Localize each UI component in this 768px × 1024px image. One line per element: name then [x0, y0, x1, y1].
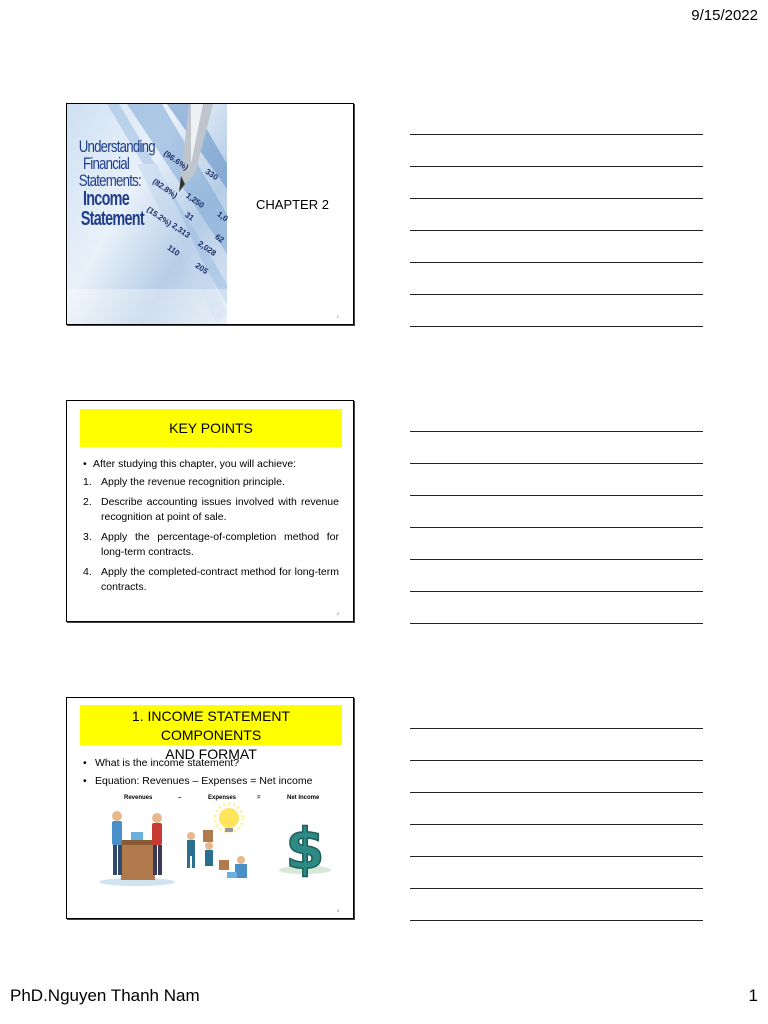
list-item-number: 2.	[83, 496, 92, 508]
note-line	[410, 728, 703, 729]
list-item	[83, 495, 339, 525]
list-item	[83, 530, 339, 560]
note-line	[410, 326, 703, 327]
list-item-text: After studying this chapter, you will achieve:	[93, 458, 297, 470]
slide-title	[80, 705, 342, 762]
note-line	[410, 294, 703, 295]
note-line	[410, 262, 703, 263]
slide-title-line: AND FORMAT	[165, 746, 257, 762]
equation-label: Net Income	[287, 795, 320, 801]
slide-3	[66, 697, 354, 919]
cover-number: 2,028	[196, 239, 218, 258]
list-item	[83, 754, 339, 772]
equation-label: –	[178, 795, 182, 801]
key-points-list	[83, 457, 339, 600]
footer-page-number: 1	[748, 986, 758, 1005]
cover-number: 330	[203, 166, 220, 183]
list-item	[83, 772, 339, 790]
slide-number: 2	[336, 611, 339, 616]
cover-title	[71, 137, 155, 230]
slide-2	[66, 400, 354, 622]
bullet-list	[83, 754, 339, 790]
cover-number: (15.2%)	[144, 204, 174, 229]
cover-number: 62	[213, 232, 226, 245]
note-line	[410, 230, 703, 231]
note-line	[410, 495, 703, 496]
note-line	[410, 166, 703, 167]
list-item	[83, 475, 339, 490]
list-item-text: What is the income statement?	[95, 757, 240, 769]
equation-label: Expenses	[208, 795, 237, 801]
list-item-number: 1.	[83, 476, 92, 488]
equation-illustration	[95, 802, 335, 890]
equation-label: Revenues	[124, 795, 153, 801]
note-line	[410, 134, 703, 135]
dollar-sign-icon	[279, 817, 331, 882]
list-item-text: Apply the completed-contract method for long-term contracts.	[101, 566, 339, 593]
cover-number: (82.8%)	[150, 176, 180, 201]
equation-label: =	[257, 795, 261, 801]
note-line	[410, 527, 703, 528]
cover-image	[67, 104, 230, 324]
cover-number: 1,0	[215, 209, 230, 224]
note-line	[410, 856, 703, 857]
note-line	[410, 824, 703, 825]
bullet-icon: •	[83, 757, 87, 769]
footer-author: PhD.Nguyen Thanh Nam	[10, 986, 200, 1005]
list-item	[83, 457, 339, 472]
cover-number: 31	[183, 210, 196, 223]
list-item-number: 4.	[83, 566, 92, 578]
note-line	[410, 920, 703, 921]
cover-number: (96.6%)	[161, 148, 191, 173]
note-line	[410, 559, 703, 560]
cover-title-line: Understanding	[78, 137, 155, 156]
slide-title-line: 1. INCOME STATEMENT COMPONENTS	[131, 708, 291, 743]
note-line	[410, 760, 703, 761]
svg-text:$: $	[285, 817, 325, 882]
list-item-text: Describe accounting issues involved with revenue recognition at point of sale.	[101, 496, 339, 523]
cover-title-line: Statements:	[78, 171, 141, 190]
cover-title-line: Financial	[82, 154, 130, 173]
cover-title-line: Income	[82, 188, 130, 210]
print-date: 9/15/2022	[691, 7, 758, 24]
list-item-number: 3.	[83, 531, 92, 543]
slide-number: 3	[336, 908, 339, 913]
cover-title-line: Statement	[80, 208, 144, 230]
note-line	[410, 431, 703, 432]
list-item-text: Apply the percentage-of-completion method for long-term contracts.	[101, 531, 339, 558]
cover-number: 110	[165, 243, 182, 258]
bullet-icon: •	[83, 458, 87, 470]
note-line	[410, 198, 703, 199]
note-line	[410, 463, 703, 464]
cover-number: 2,313	[170, 221, 192, 240]
slide-1	[66, 103, 354, 325]
note-line	[410, 591, 703, 592]
slide-number: 1	[336, 314, 339, 319]
note-line	[410, 888, 703, 889]
note-line	[410, 792, 703, 793]
expenses-lightbulb-icon	[187, 804, 247, 878]
cover-number: 1,250	[184, 191, 206, 210]
revenue-people-icon	[99, 811, 175, 886]
list-item	[83, 565, 339, 595]
list-item-text: Equation: Revenues – Expenses = Net income	[95, 775, 313, 787]
slide-title: KEY POINTS	[80, 409, 342, 447]
bullet-icon: •	[83, 775, 87, 787]
chapter-title: CHAPTER 2	[256, 197, 329, 212]
note-line	[410, 623, 703, 624]
cover-number: 205	[193, 260, 210, 277]
list-item-text: Apply the revenue recognition principle.	[101, 476, 285, 488]
